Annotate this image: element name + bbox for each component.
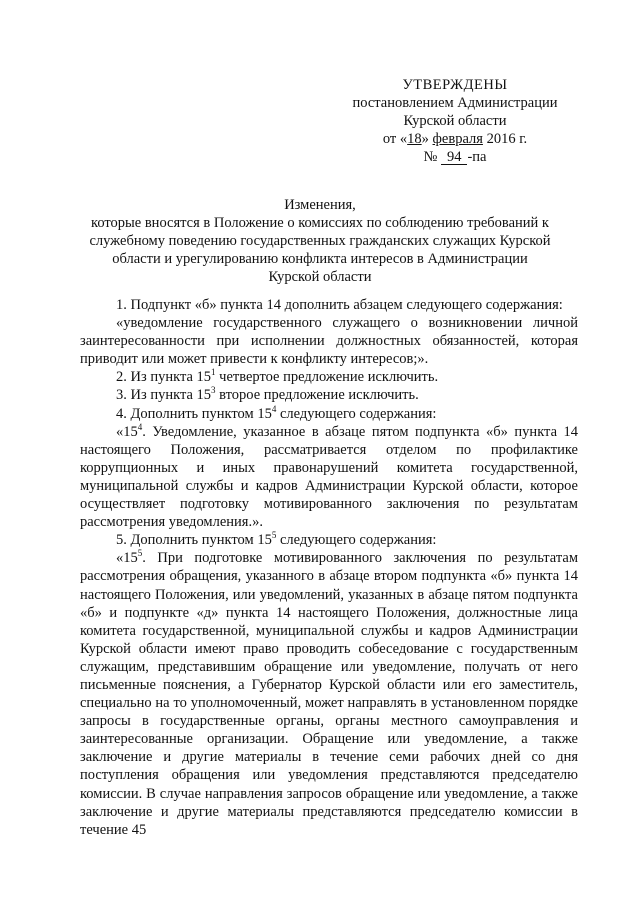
item-2-rest: четвертое предложение исключить. — [215, 369, 439, 386]
item-1-quote: «уведомление государственного служащего о возникновении личной заинтересованности при исполнении должностных обязанностей, которая приводит или может привести к конфликту интересов;». — [80, 315, 578, 368]
date-day: 18 — [407, 131, 422, 147]
number-prefix: № — [423, 149, 441, 165]
date-month: февраля — [432, 131, 483, 147]
item-1: 1. Подпункт «б» пункта 14 дополнить абзацем следующего содержания: — [116, 297, 563, 313]
number-suffix: -па — [467, 149, 487, 165]
approval-block — [330, 76, 580, 166]
item-4-quote-sup: 4 — [137, 421, 143, 432]
item-4-quote-start: «15 — [116, 423, 138, 440]
approval-line-1: постановлением Администрации — [352, 95, 558, 111]
item-5-text: 5. Дополнить пунктом 15 — [116, 532, 272, 549]
title-line-1: Изменения, — [284, 197, 356, 213]
approval-heading: УТВЕРЖДЕНЫ — [402, 77, 508, 93]
item-4-quote-text: . Уведомление, указанное в абзаце пятом подпункта «б» пункта 14 настоящего Положения, рассматривается отделом по профилактике коррупционных и иных правонарушений комитета государственной, муниципальной службы и кадров Администрации Курской области, которое осуществляет подготовку мотивированного заключения по результатам рассмотрения уведомления.». — [80, 423, 578, 531]
approval-number — [330, 148, 580, 166]
item-3-sup: 3 — [211, 385, 216, 396]
item-2 — [80, 368, 578, 386]
item-4-text: 4. Дополнить пунктом 15 — [116, 405, 272, 422]
item-5-rest: следующего содержания: — [276, 532, 437, 549]
item-5-quote-sup: 5 — [137, 548, 143, 559]
item-3-text: 3. Из пункта 15 — [116, 387, 212, 404]
number-value: 94 — [441, 150, 468, 165]
item-3-rest: второе предложение исключить. — [215, 387, 419, 404]
item-5-quote-start: «15 — [116, 550, 138, 567]
title-line-3: служебному поведению государственных гражданских служащих Курской — [89, 233, 551, 249]
document-body — [80, 296, 578, 839]
item-2-text: 2. Из пункта 15 — [116, 369, 212, 386]
document-title — [60, 196, 580, 286]
item-4 — [80, 405, 578, 423]
item-5-quote-text: . При подготовке мотивированного заключения по результатам рассмотрения обращения, указанного в абзаце втором подпункта «б» пункта 14 настоящего Положения, или уведомлений, указанных в абзаце пятом подпункта «б» и подпункте «д» пункта 14 настоящего Положения, должностные лица комитета государственной, муниципальной службы и кадров Администрации Курской области имеют право проводить собеседование с государственным служащим, представившим обращение или уведомление, получать от него письменные пояснения, а Губернатор Курской области или его заместитель, специально на то уполномоченный, может направлять в установленном порядке запросы в государственные органы, органы местного самоуправления и заинтересованные организации. Обращение или уведомление, а также заключение и другие материалы в течение семи рабочих дней со дня поступления обращения или уведомления представляются председателю комиссии. В случае направления запросов обращение или уведомление, а также заключение и другие материалы представляются председателю комиссии в течение 45 — [80, 550, 578, 838]
title-line-2: которые вносятся в Положение о комиссиях по соблюдению требований к — [91, 215, 549, 231]
approval-line-2: Курской области — [403, 113, 507, 129]
date-prefix: от « — [382, 131, 408, 147]
date-year: 2016 г. — [482, 131, 528, 147]
item-5 — [80, 531, 578, 549]
date-mid: » — [421, 131, 433, 147]
item-5-sup: 5 — [271, 530, 277, 541]
approval-date — [330, 130, 580, 148]
item-3 — [80, 386, 578, 404]
item-2-sup: 1 — [211, 367, 216, 378]
item-4-rest: следующего содержания: — [276, 405, 437, 422]
item-4-sup: 4 — [271, 403, 277, 414]
item-5-quote — [80, 549, 578, 839]
item-4-quote — [80, 423, 578, 532]
title-line-5: Курской области — [268, 269, 372, 285]
title-line-4: области и урегулированию конфликта интересов в Администрации — [112, 251, 528, 267]
